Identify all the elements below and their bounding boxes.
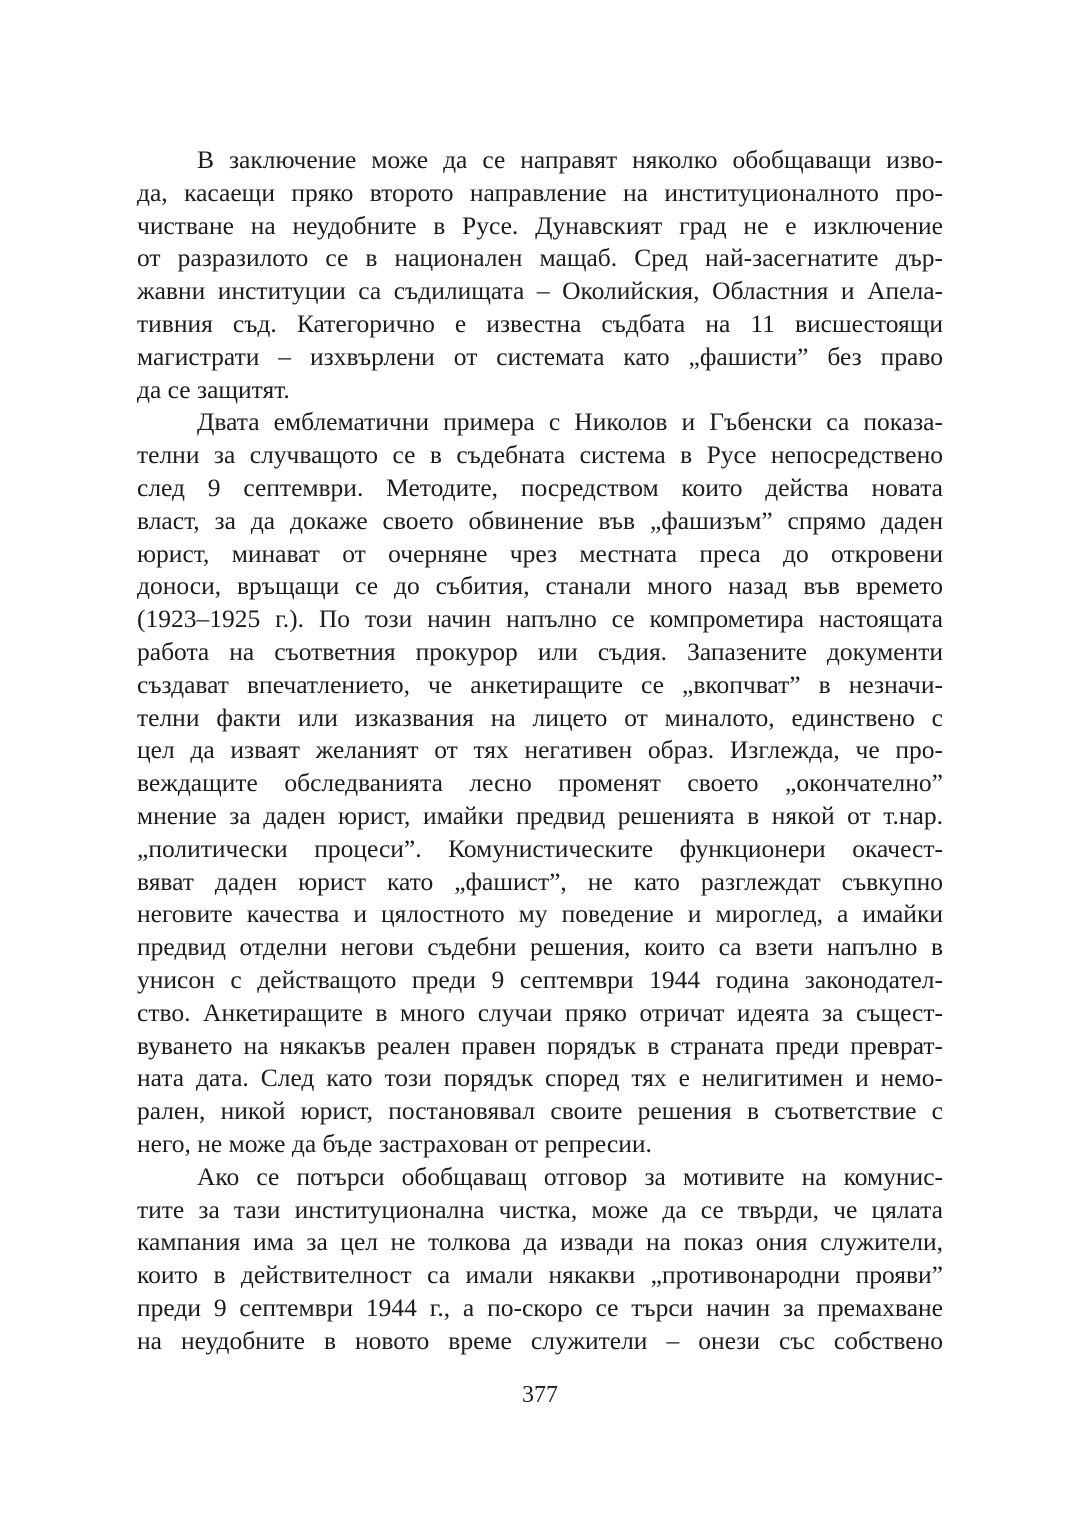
text-line: създават впечатлението, че анкетиращите се „вкопчват” в незначи- [137,669,943,699]
page-number: 377 [522,1382,558,1408]
text-line: (1923–1925 г.). По този начин напълно се компрометира настоящата [137,604,943,634]
text-line: Двата емблематични примера с Николов и Гъбенски са показа- [197,407,943,437]
text-line: рален, никой юрист, постановявал своите решения в съответствие с [137,1096,943,1126]
text-line: да, касаещи пряко второто направление на институционалното про- [137,177,943,207]
text-line: ство. Анкетиращите в много случаи пряко отричат идеята за същест- [137,997,943,1027]
text-line: него, не може да бъде застрахован от репресии. [137,1128,652,1158]
text-line: от разразилото се в национален мащаб. Сред най-засегнатите дър- [137,243,943,273]
paragraph-3 [137,1161,943,1358]
text-line: работа на съответния прокурор или съдия. Запазените документи [137,636,943,666]
text-line: юрист, минават от очерняне чрез местната преса до откровени [137,538,943,568]
paragraph-2 [137,406,943,1160]
text-line: В заключение може да се направят няколко обобщаващи изво- [197,145,943,174]
text-line: чистване на неудобните в Русе. Дунавският град не е изключение [137,210,943,240]
text-line: магистрати – изхвърлени от системата като „фашисти” без право [137,341,943,371]
text-line: след 9 септември. Методите, посредством които действа новата [137,472,943,502]
text-line: телни факти или изказвания на лицето от миналото, единствено с [137,702,943,732]
text-line: доноси, връщащи се до събития, станали много назад във времето [137,571,943,601]
text-line: цел да изваят желаният от тях негативен образ. Изглежда, че про- [137,735,943,765]
text-line: мнение за даден юрист, имайки предвид решенията в някой от т.нар. [137,800,943,830]
text-line: преди 9 септември 1944 г., а по-скоро се търси начин за премахване [137,1292,943,1322]
text-line: вуването на някакъв реален правен порядък в страната преди преврат- [137,1030,943,1060]
text-line: вяват даден юрист като „фашист”, не като разглеждат съвкупно [137,866,943,896]
text-line: неговите качества и цялостното му поведение и мироглед, а имайки [137,899,943,929]
text-line: тите за тази институционална чистка, може да се твърди, че цялата [137,1194,943,1224]
text-line: Ако се потърси обобщаващ отговор за мотивите на комунис- [197,1161,943,1191]
text-line: да се защитят. [137,374,290,404]
text-line: на неудобните в новото време служители – онези със собствено [137,1325,943,1355]
text-line: телни за случващото се в съдебната система в Русе непосредствено [137,440,943,470]
text-line: унисон с действащото преди 9 септември 1944 година законодател- [137,964,943,994]
text-line: кампания има за цел не толкова да извади на показ ония служители, [137,1227,943,1257]
text-line: тивния съд. Категорично е известна съдбата на 11 висшестоящи [137,308,943,338]
text-line: жавни институции са съдилищата – Околийския, Областния и Апела- [137,276,943,306]
text-line: власт, за да докаже своето обвинение във „фашизъм” спрямо даден [137,505,943,535]
text-line: ната дата. След като този порядък според тях е нелигитимен и немо- [137,1063,943,1093]
page-body [137,144,943,1357]
text-line: „политически процеси”. Комунистическите функционери окачест- [137,833,943,863]
text-line: предвид отделни негови съдебни решения, които са взети напълно в [137,932,943,962]
text-line: които в действителност са имали някакви „противонародни прояви” [137,1260,943,1290]
text-line: веждащите обследванията лесно променят своето „окончателно” [137,768,943,798]
paragraph-1 [137,144,943,406]
